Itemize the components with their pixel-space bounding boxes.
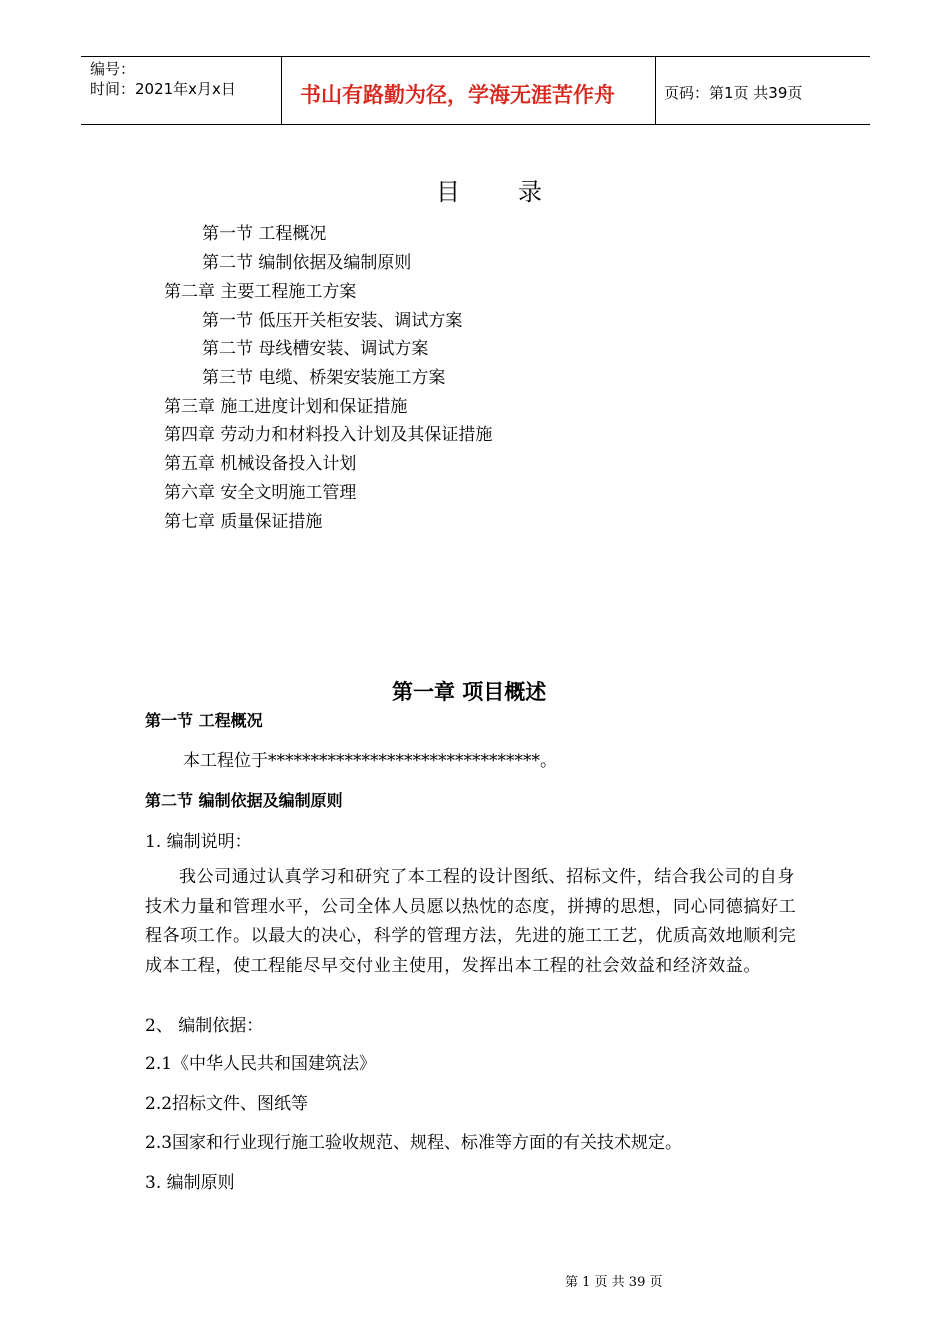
toc-item: 第二节 编制依据及编制原则 [202, 253, 412, 273]
header-bottom-border [81, 124, 870, 125]
item-label: 2、 编制依据： [145, 1016, 264, 1036]
header-number-label: 编号： [90, 60, 136, 78]
section-title: 第一节 工程概况 [145, 711, 263, 730]
chapter-title: 第一章 项目概述 [392, 680, 547, 704]
toc-item: 第三节 电缆、桥架安装施工方案 [202, 368, 446, 388]
toc-title: 目录 [436, 178, 600, 206]
toc-item: 第六章 安全文明施工管理 [164, 483, 357, 503]
section-title: 第二节 编制依据及编制原则 [145, 791, 343, 810]
list-item: 2.1《中华人民共和国建筑法》 [145, 1054, 377, 1074]
toc-item: 第二节 母线槽安装、调试方案 [202, 339, 429, 359]
item-label: 1. 编制说明： [145, 832, 252, 852]
header-divider-right [655, 57, 656, 125]
header-time-label: 时间：2021年x月x日 [90, 80, 236, 98]
header-motto: 书山有路勤为径，学海无涯苦作舟 [300, 83, 615, 107]
page-footer: 第 1 页 共 39 页 [565, 1275, 663, 1290]
list-item: 2.2招标文件、图纸等 [145, 1094, 309, 1114]
toc-item: 第四章 劳动力和材料投入计划及其保证措施 [164, 425, 493, 445]
item-label: 3. 编制原则 [145, 1173, 235, 1193]
toc-item: 第二章 主要工程施工方案 [164, 282, 357, 302]
header-divider-left [281, 57, 282, 125]
header-page-label: 页码：第1页 共39页 [664, 84, 803, 102]
toc-item: 第七章 质量保证措施 [164, 512, 323, 532]
toc-item: 第一节 工程概况 [202, 224, 327, 244]
section-text: 本工程位于********************************。 [183, 751, 557, 771]
body-paragraph: 我公司通过认真学习和研究了本工程的设计图纸、招标文件，结合我公司的自身技术力量和管理水平，公司全体人员愿以热忱的态度，拼搏的思想，同心同德搞好工程各项工作。以最大的决心，科学的管理方法，先进的施工工艺，优质高效地顺利完成本工程，使工程能尽早交付业主使用，发挥出本工程的社会效益和经济效益。 [145, 867, 797, 976]
list-item: 2.3国家和行业现行施工验收规范、规程、标准等方面的有关技术规定。 [145, 1133, 683, 1153]
header-top-border [81, 56, 870, 57]
toc-item: 第三章 施工进度计划和保证措施 [164, 397, 408, 417]
toc-item: 第一节 低压开关柜安装、调试方案 [202, 311, 463, 331]
toc-item: 第五章 机械设备投入计划 [164, 454, 357, 474]
